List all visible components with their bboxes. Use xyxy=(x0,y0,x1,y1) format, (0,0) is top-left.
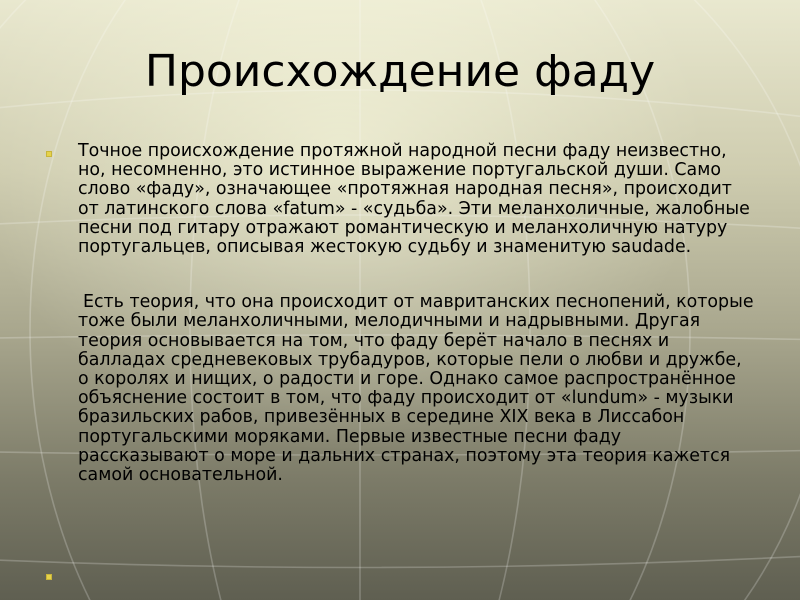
slide-body xyxy=(44,142,754,485)
empty-list-item xyxy=(44,566,64,586)
square-bullet-icon xyxy=(46,151,52,157)
slide-title: Происхождение фаду xyxy=(144,46,656,97)
paragraph-origin: Точное происхождение протяжной народной песни фаду неизвестно, но, несомненно, это истинное выражение португальской души. Само слово «фаду», означающее «протяжная народная песня», происходит от латинского слова «fatum» - «судьба». Эти меланхоличные, жалобные песни под гитару отражают романтическую и меланхоличную натуру португальцев, описывая жестокую судьбу и знаменитую saudade. xyxy=(78,141,750,258)
list-item xyxy=(44,142,754,485)
square-bullet-icon xyxy=(46,574,52,580)
paragraph-theories: Есть теория, что она происходит от мавританских песнопений, которые тоже были меланхоличными, мелодичными и надрывными. Другая теория основывается на том, что фаду берёт начало в песнях и балладах средневековых трубадуров, которые пели о любви и дружбе, о королях и нищих, о радости и горе. Однако самое распространённое объяснение состоит в том, что фаду происходит от «lundum» - музыки бразильских рабов, привезённых в середине XIX века в Лиссабон португальскими моряками. Первые известные песни фаду рассказывают о море и дальних странах, поэтому эта теория кажется самой основательной. xyxy=(78,292,754,486)
